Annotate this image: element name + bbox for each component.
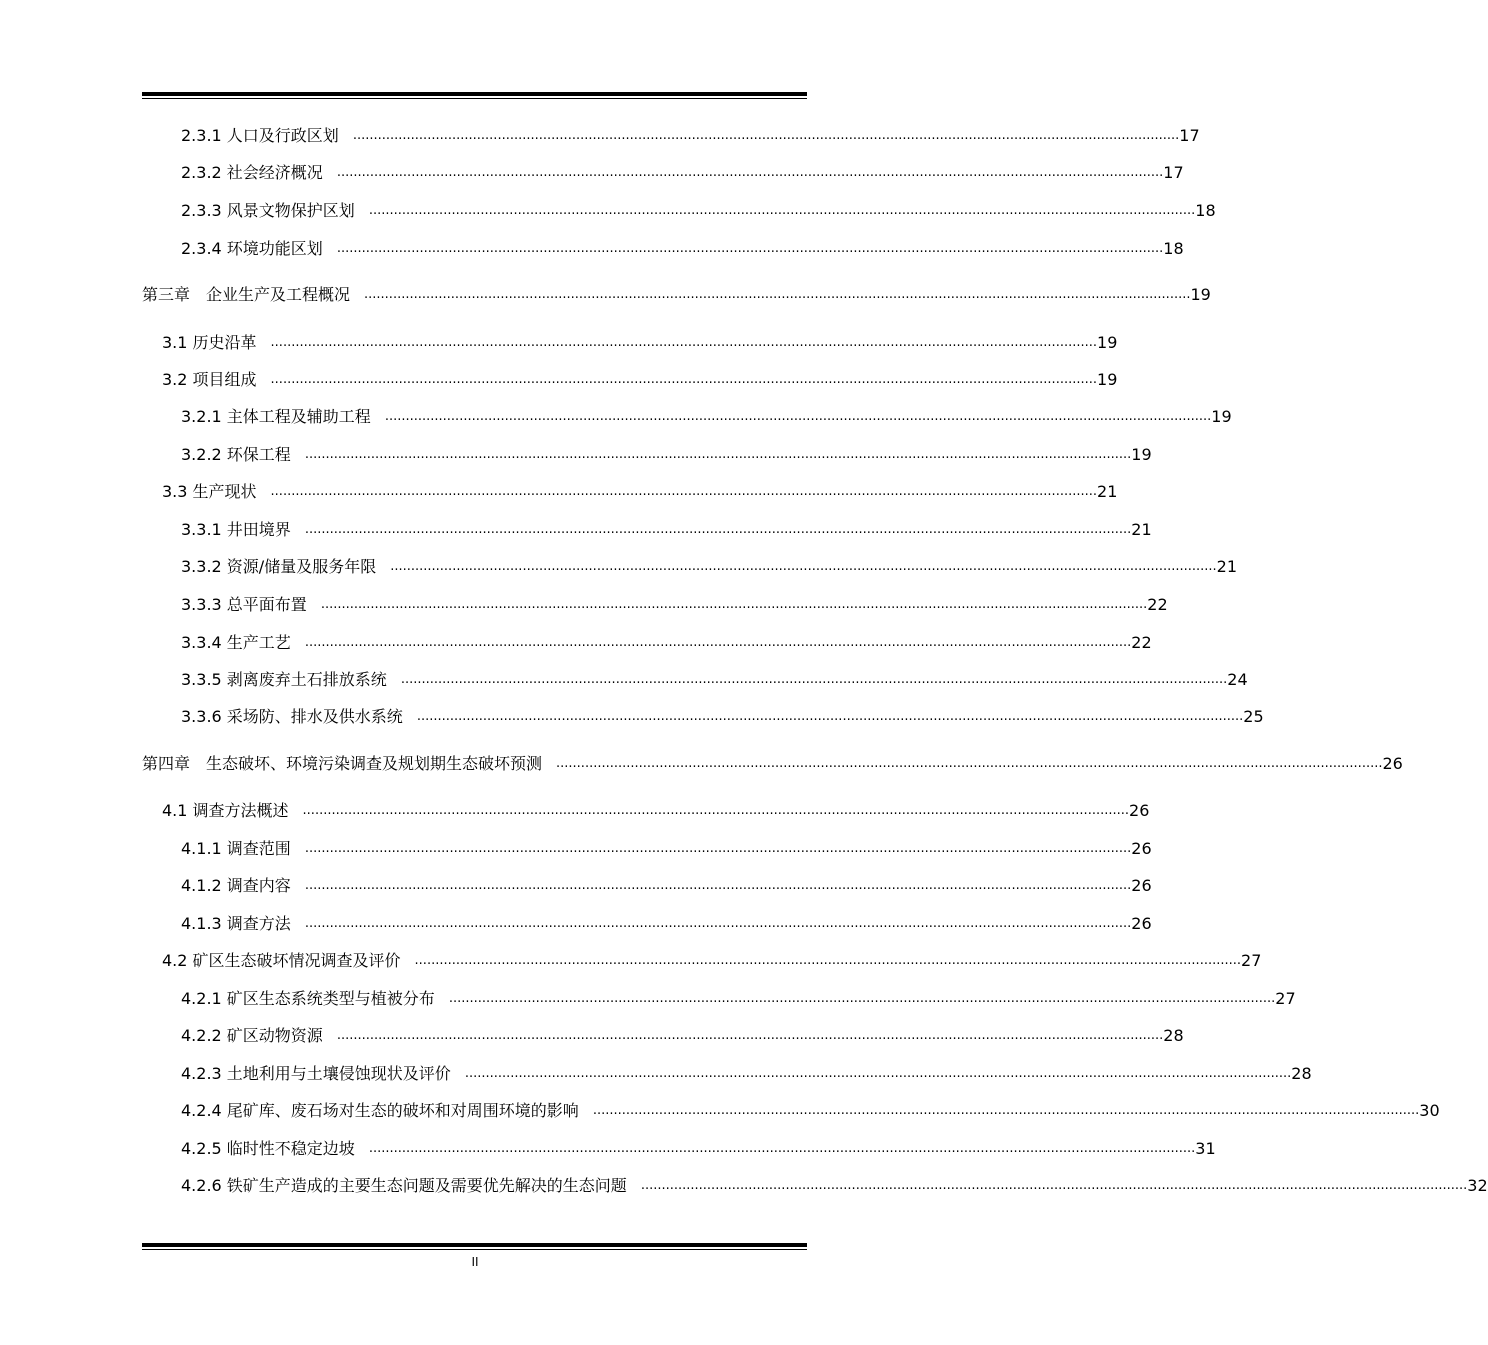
toc-entry-label: 4.2.6 铁矿生产造成的主要生态问题及需要优先解决的生态问题 [181,1176,627,1195]
toc-entry[interactable] [181,1026,1184,1046]
toc-entry-page: 19 [1097,370,1118,389]
toc-entry-label: 4.1.2 调查内容 [181,876,291,895]
toc-entry-label: 4.2.3 土地利用与土壤侵蚀现状及评价 [181,1064,451,1083]
toc-leader-dots: ........................................................................................................................................................................................................ [368,1141,1196,1156]
toc-entry-page: 27 [1275,989,1296,1008]
toc-entry[interactable] [181,239,1184,259]
toc-entry[interactable] [162,801,1150,821]
toc-entry[interactable] [181,201,1216,221]
toc-entry-page: 26 [1131,876,1152,895]
toc-entry-label: 4.2.5 临时性不稳定边坡 [181,1139,355,1158]
toc-entry-page: 26 [1382,754,1403,773]
toc-entry[interactable] [162,482,1118,502]
toc-entry-label: 4.1.1 调查范围 [181,839,291,858]
toc-entry-label: 4.2.2 矿区动物资源 [181,1026,323,1045]
toc-leader-dots: ........................................................................................................................................................................................................ [304,916,1132,931]
toc-chapter-entry[interactable] [142,754,1403,774]
toc-leader-dots: ........................................................................................................................................................................................................ [302,803,1130,818]
toc-leader-dots: ........................................................................................................................................................................................................ [368,203,1196,218]
toc-leader-dots: ........................................................................................................................................................................................................ [320,597,1148,612]
toc-entry-label: 3.3.6 采场防、排水及供水系统 [181,707,403,726]
toc-entry-page: 18 [1163,239,1184,258]
toc-entry-label: 3.1 历史沿革 [162,333,257,352]
toc-entry-page: 28 [1163,1026,1184,1045]
toc-leader-dots: ........................................................................................................................................................................................................ [556,756,1383,771]
toc-entry-page: 17 [1179,126,1200,145]
toc-leader-dots: ........................................................................................................................................................................................................ [270,372,1098,387]
toc-leader-dots: ........................................................................................................................................................................................................ [384,409,1212,424]
toc-entry[interactable] [181,407,1232,427]
toc-leader-dots: ........................................................................................................................................................................................................ [364,287,1191,302]
toc-entry-page: 28 [1291,1064,1312,1083]
toc-entry-page: 27 [1241,951,1262,970]
toc-entry-page: 25 [1243,707,1264,726]
toc-leader-dots: ........................................................................................................................................................................................................ [304,635,1132,650]
toc-entry-label: 4.1.3 调查方法 [181,914,291,933]
footer-page-number: II [471,1255,479,1269]
toc-leader-dots: ........................................................................................................................................................................................................ [304,447,1132,462]
toc-entry[interactable] [181,876,1152,896]
toc-leader-dots: ........................................................................................................................................................................................................ [592,1103,1420,1118]
toc-leader-dots: ........................................................................................................................................................................................................ [416,709,1244,724]
toc-entry-page: 19 [1131,445,1152,464]
toc-entry[interactable] [181,839,1152,859]
toc-leader-dots: ........................................................................................................................................................................................................ [304,878,1132,893]
toc-entry-label: 4.2 矿区生态破坏情况调查及评价 [162,951,401,970]
toc-entry-label: 3.3.2 资源/储量及服务年限 [181,557,377,576]
toc-entry-label: 4.1 调查方法概述 [162,801,289,820]
toc-leader-dots: ........................................................................................................................................................................................................ [336,165,1164,180]
toc-entry[interactable] [181,707,1264,727]
toc-leader-dots: ........................................................................................................................................................................................................ [390,559,1217,574]
toc-entry[interactable] [181,1139,1216,1159]
toc-entry-label: 3.3.3 总平面布置 [181,595,307,614]
toc-entry[interactable] [181,595,1168,615]
toc-leader-dots: ........................................................................................................................................................................................................ [448,991,1276,1006]
toc-chapter-entry[interactable] [142,285,1211,305]
toc-entry-page: 24 [1227,670,1248,689]
toc-entry[interactable] [181,989,1296,1009]
toc-leader-dots: ........................................................................................................................................................................................................ [464,1066,1292,1081]
toc-entry-page: 26 [1129,801,1150,820]
toc-entry-label: 3.3 生产现状 [162,482,257,501]
toc-entry-page: 30 [1419,1101,1440,1120]
toc-entry-page: 21 [1131,520,1152,539]
toc-entry-label: 3.3.5 剥离废弃土石排放系统 [181,670,387,689]
toc-entry-page: 26 [1131,839,1152,858]
toc-entry-label: 2.3.1 人口及行政区划 [181,126,339,145]
toc-leader-dots: ........................................................................................................................................................................................................ [336,241,1164,256]
toc-leader-dots: ........................................................................................................................................................................................................ [304,522,1132,537]
toc-entry-page: 21 [1097,482,1118,501]
toc-entry-label: 第三章 企业生产及工程概况 [142,285,351,304]
toc-entry-page: 21 [1216,557,1238,576]
toc-leader-dots: ........................................................................................................................................................................................................ [414,953,1242,968]
toc-entry[interactable] [181,1101,1440,1121]
toc-entry[interactable] [162,370,1118,390]
toc-leader-dots: ........................................................................................................................................................................................................ [270,484,1098,499]
toc-entry-page: 19 [1211,407,1232,426]
toc-entry-page: 22 [1131,633,1152,652]
toc-entry-label: 4.2.1 矿区生态系统类型与植被分布 [181,989,435,1008]
toc-entry-label: 2.3.4 环境功能区划 [181,239,323,258]
toc-entry[interactable] [181,557,1238,577]
toc-leader-dots: ........................................................................................................................................................................................................ [640,1178,1468,1193]
toc-entry[interactable] [181,1176,1488,1196]
toc-entry-label: 3.3.1 井田境界 [181,520,291,539]
toc-leader-dots: ........................................................................................................................................................................................................ [270,335,1098,350]
toc-entry[interactable] [181,520,1152,540]
toc-entry-label: 3.3.4 生产工艺 [181,633,291,652]
toc-entry[interactable] [162,951,1262,971]
toc-entry[interactable] [181,1064,1312,1084]
toc-leader-dots: ........................................................................................................................................................................................................ [352,128,1180,143]
toc-entry-label: 2.3.2 社会经济概况 [181,163,323,182]
toc-entry[interactable] [181,445,1152,465]
toc-entry-label: 2.3.3 风景文物保护区划 [181,201,355,220]
toc-entry-page: 26 [1131,914,1152,933]
toc-entry-label: 第四章 生态破坏、环境污染调查及规划期生态破坏预测 [142,754,543,773]
toc-entry-page: 32 [1467,1176,1488,1195]
toc-entry-label: 3.2.1 主体工程及辅助工程 [181,407,371,426]
footer-rule [142,1243,807,1250]
toc-entry[interactable] [181,126,1200,146]
toc-entry-label: 4.2.4 尾矿库、废石场对生态的破坏和对周围环境的影响 [181,1101,579,1120]
toc-leader-dots: ........................................................................................................................................................................................................ [336,1028,1164,1043]
toc-entry[interactable] [162,333,1118,353]
toc-entry-page: 31 [1195,1139,1216,1158]
toc-entry-page: 17 [1163,163,1184,182]
toc-entry[interactable] [181,670,1248,690]
toc-entry-label: 3.2 项目组成 [162,370,257,389]
toc-entry-page: 19 [1097,333,1118,352]
toc-entry[interactable] [181,633,1152,653]
toc-entry-page: 22 [1147,595,1168,614]
toc-entry-page: 18 [1195,201,1216,220]
header-rule [142,92,807,99]
toc-leader-dots: ........................................................................................................................................................................................................ [304,841,1132,856]
toc-leader-dots: ........................................................................................................................................................................................................ [400,672,1228,687]
toc-entry[interactable] [181,163,1184,183]
toc-entry[interactable] [181,914,1152,934]
toc-entry-page: 19 [1190,285,1211,304]
toc-entry-label: 3.2.2 环保工程 [181,445,291,464]
